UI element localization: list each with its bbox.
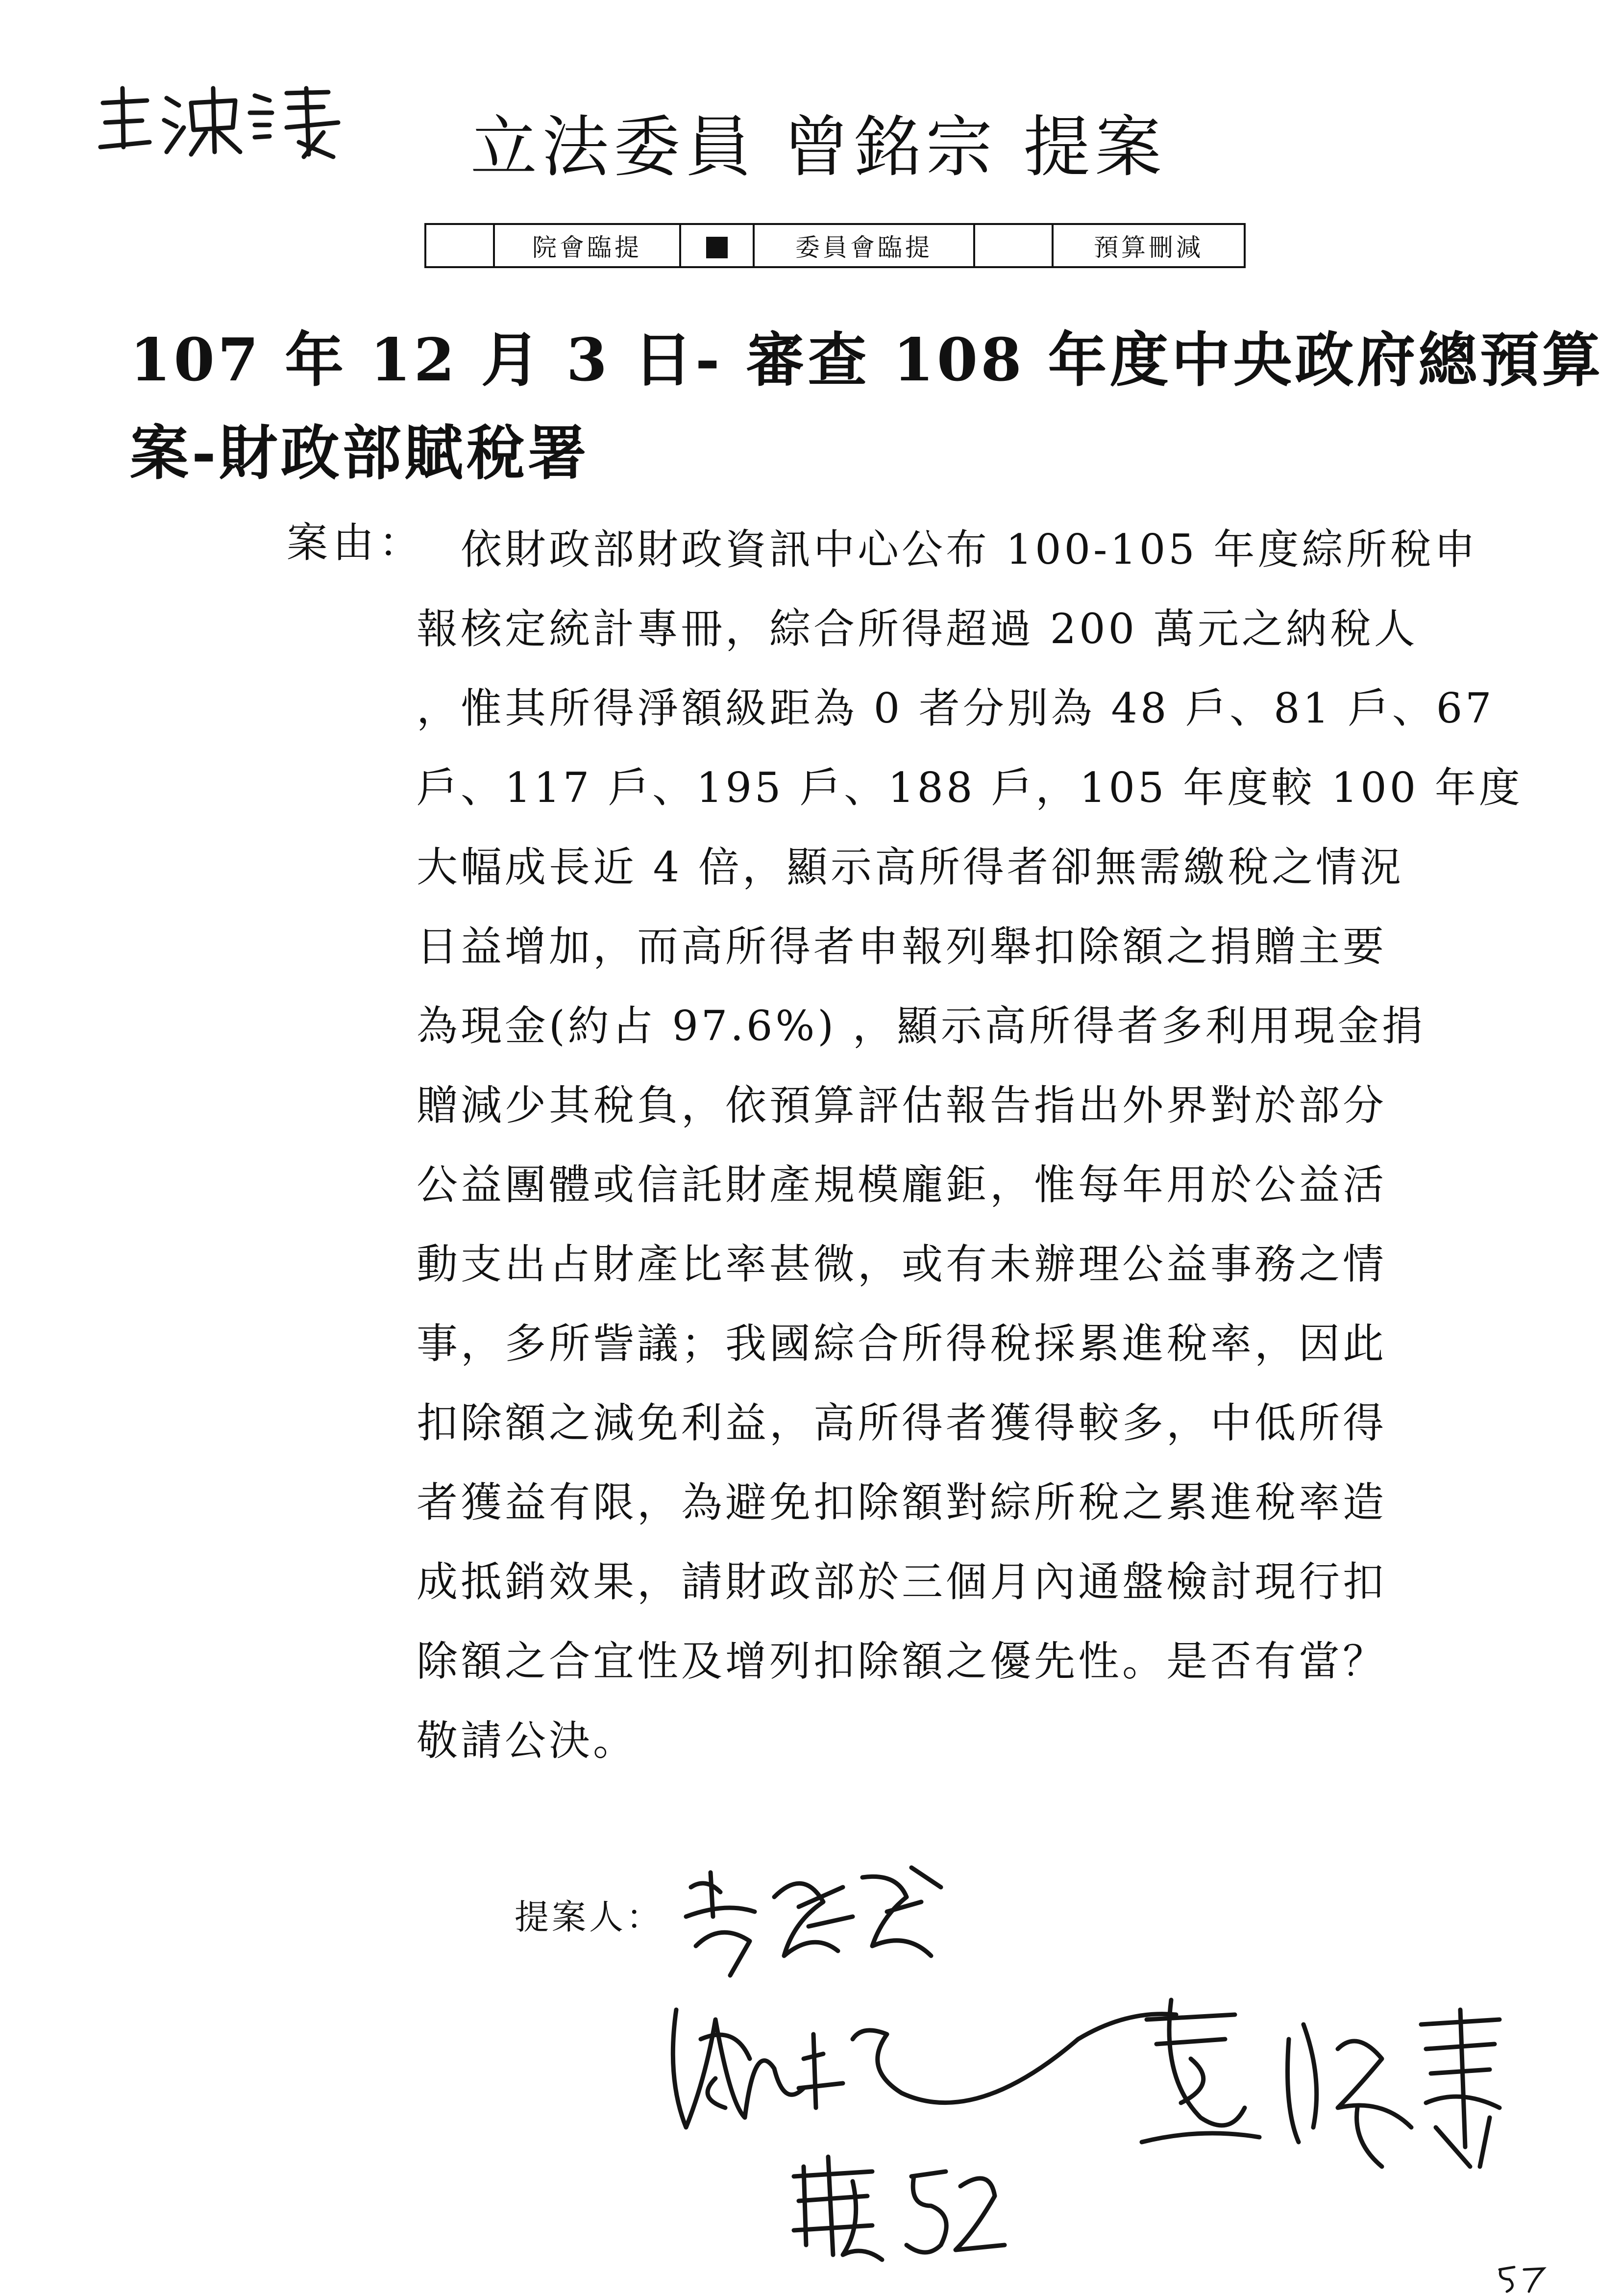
reason-line: 戶、117 戶、195 戶、188 戶，105 年度較 100 年度 [417, 764, 1523, 812]
reason-line: 為現金(約占 97.6%) ，顯示高所得者多利用現金捐 [417, 1002, 1426, 1050]
subject-heading [130, 314, 1622, 500]
blank-box-2 [974, 224, 1053, 267]
signature-3 [1127, 1980, 1519, 2186]
reason-line: 扣除額之減免利益，高所得者獲得較多，中低所得 [417, 1399, 1387, 1447]
reason-line: 贈減少其稅負，依預算評估報告指出外界對於部分 [417, 1081, 1387, 1129]
reason-line: 敬請公決。 [417, 1717, 638, 1765]
handwritten-signature-icon [1127, 1980, 1519, 2186]
handwritten-signature-icon [784, 2147, 1009, 2265]
plenary-motion-label: 院會臨提 [494, 224, 680, 267]
reason-line: 報核定統計專冊，綜合所得超過 200 萬元之納稅人 [417, 605, 1418, 653]
decision-note-handwriting [93, 74, 348, 162]
reason-line: 除額之合宜性及增列扣除額之優先性。是否有當？ [417, 1637, 1387, 1685]
handwriting-icon [93, 74, 348, 162]
reason-line: 公益團體或信託財產規模龐鉅，惟每年用於公益活 [417, 1161, 1387, 1209]
committee-motion-checkbox [680, 224, 754, 267]
proposer-label: 提案人： [515, 1897, 664, 1937]
signature-2 [657, 1980, 1186, 2157]
reason-line: 成抵銷效果，請財政部於三個月內通盤檢討現行扣 [417, 1558, 1387, 1606]
handwritten-signature-icon [676, 1858, 951, 1985]
reason-line: 日益增加，而高所得者申報列舉扣除額之捐贈主要 [417, 923, 1387, 971]
signature-4 [784, 2147, 1009, 2265]
blank-box-1 [425, 224, 494, 267]
reason-line: 大幅成長近 4 倍，顯示高所得者卻無需繳稅之情況 [417, 843, 1404, 891]
page-number-handwriting [1495, 2260, 1548, 2294]
subject-line: 107 年 12 月 3 日- 審查 108 年度中央政府總預算 [130, 325, 1604, 395]
proposal-type-row [425, 224, 1245, 267]
document-title: 立法委員 曾銘宗 提案 [470, 109, 1167, 186]
reason-label: 案由： [287, 519, 425, 567]
filled-square-icon [706, 237, 728, 258]
budget-cut-label: 預算刪減 [1053, 224, 1245, 267]
committee-motion-label: 委員會臨提 [754, 224, 974, 267]
handwritten-signature-icon [657, 1980, 1186, 2157]
reason-line: 事，多所訾議；我國綜合所得稅採累進稅率，因此 [417, 1320, 1387, 1368]
reason-line: 依財政部財政資訊中心公布 100-105 年度綜所稅申 [461, 525, 1478, 574]
signature-1 [676, 1858, 951, 1985]
reason-line: ，惟其所得淨額級距為 0 者分別為 48 戶、81 戶、67 [417, 684, 1495, 732]
reason-line: 動支出占財產比率甚微，或有未辦理公益事務之情 [417, 1240, 1387, 1288]
reason-line: 者獲益有限，為避免扣除額對綜所稅之累進稅率造 [417, 1478, 1387, 1526]
handwriting-icon [1495, 2260, 1548, 2294]
proposal-type-table [424, 223, 1246, 268]
reason-body [417, 510, 1523, 1780]
subject-line: 案-財政部賦稅署 [130, 419, 590, 488]
